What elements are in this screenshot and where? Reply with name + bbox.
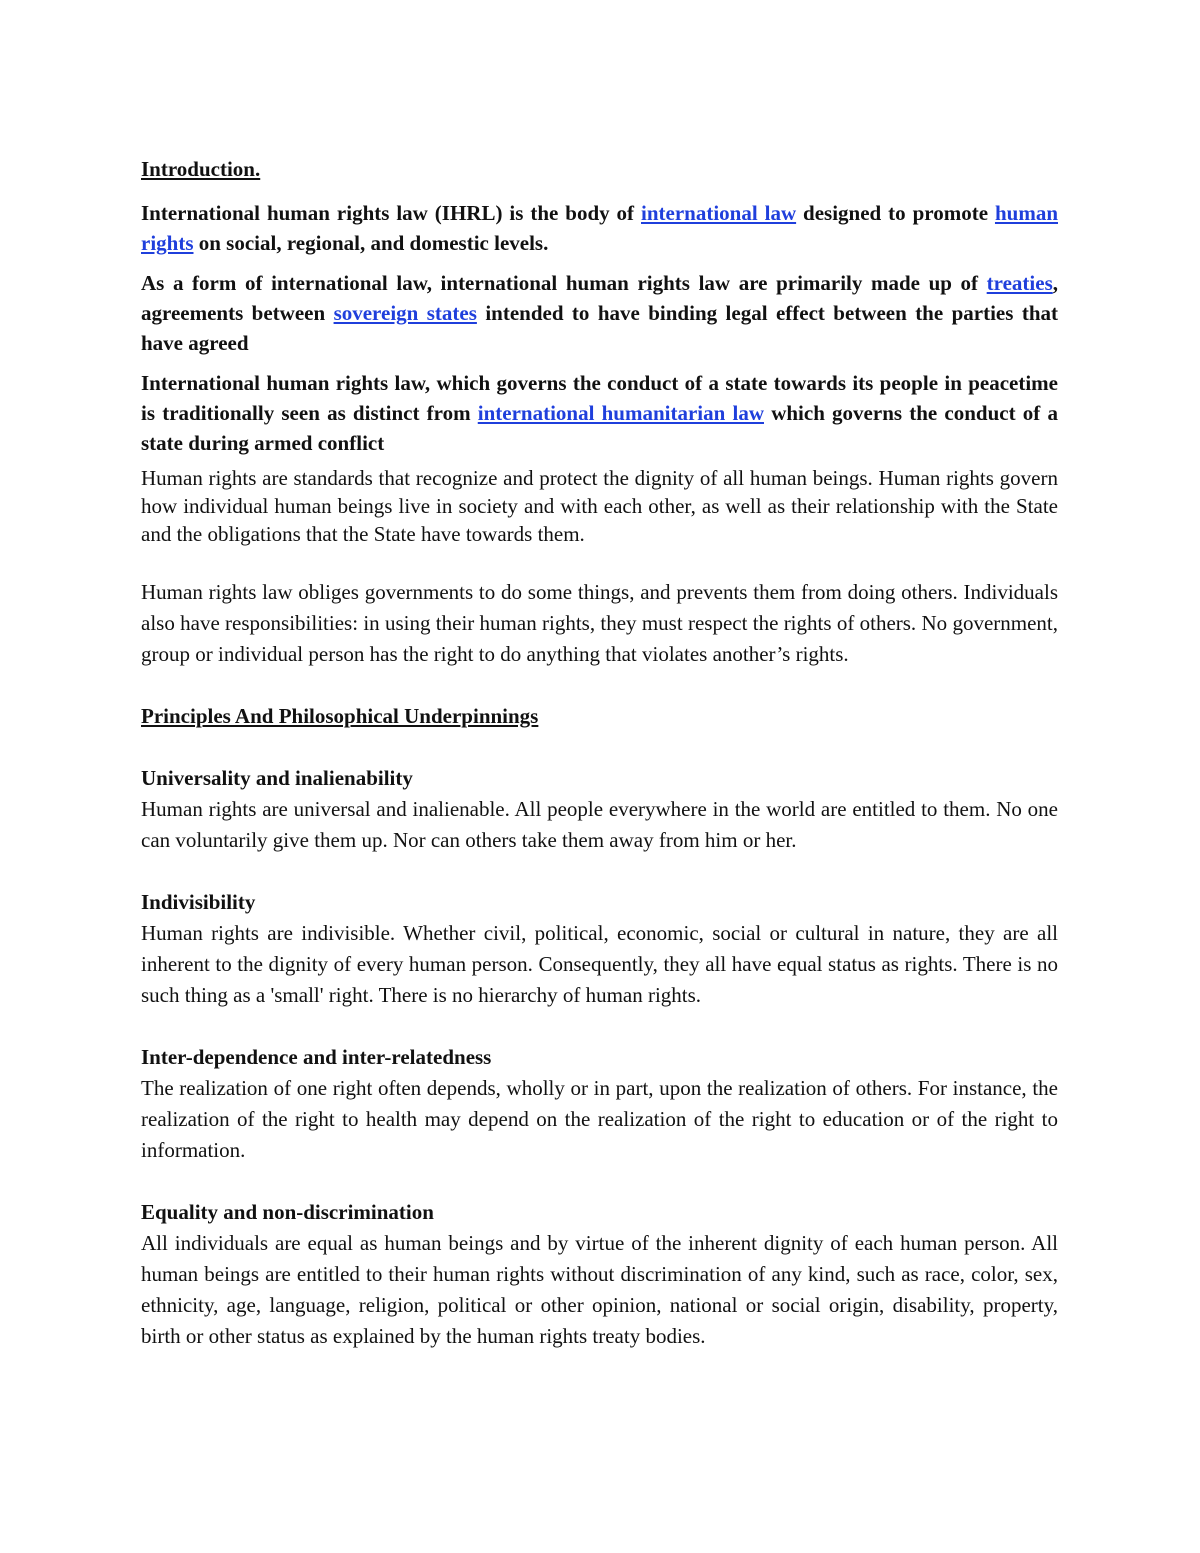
section-body-indivisibility: Human rights are indivisible. Whether civil, political, economic, social or cultural in nature, they are all inherent to the dignity of every human person. Consequently, they all have equal status as rights. There is no such thing as a 'small' right. There is no hierarchy of human rights. bbox=[141, 921, 1058, 1007]
intro-p3-text-1: International human rights law, which governs the conduct of a state towards its people in peacetime is traditionally seen as distinct from bbox=[141, 371, 1058, 425]
spacer bbox=[141, 732, 1058, 763]
link-international-law[interactable]: international law bbox=[641, 201, 797, 225]
intro-p2-text-2: , agreements between bbox=[141, 271, 1058, 325]
spacer bbox=[141, 548, 1058, 577]
intro-p2-text-3: intended to have binding legal effect between the parties that have agreed bbox=[141, 301, 1058, 355]
intro-p2-text-1: As a form of international law, international human rights law are primarily made up of bbox=[141, 271, 987, 295]
link-sovereign-states[interactable]: sovereign states bbox=[333, 301, 477, 325]
section-title-universality: Universality and inalienability bbox=[141, 766, 413, 790]
intro-paragraph-1 bbox=[141, 198, 1058, 258]
principles-heading: Principles And Philosophical Underpinnings bbox=[141, 704, 539, 728]
intro-p3-text-2: which governs the conduct of a state during armed conflict bbox=[141, 401, 1058, 455]
document-body bbox=[141, 154, 1058, 1352]
intro-heading: Introduction. bbox=[141, 157, 261, 181]
link-treaties[interactable]: treaties bbox=[986, 271, 1053, 295]
section-title-indivisibility: Indivisibility bbox=[141, 890, 256, 914]
section-title-equality: Equality and non-discrimination bbox=[141, 1200, 434, 1224]
link-human-rights[interactable]: human rights bbox=[141, 201, 1058, 255]
link-international-humanitarian-law[interactable]: international humanitarian law bbox=[477, 401, 764, 425]
intro-p1-text-1: International human rights law (IHRL) is the body of bbox=[141, 201, 641, 225]
section-body-universality: Human rights are universal and inalienable. All people everywhere in the world are entitled to them. No one can voluntarily give them up. Nor can others take them away from him or her. bbox=[141, 797, 1058, 852]
intro-paragraph-2 bbox=[141, 268, 1058, 358]
section-title-interdependence: Inter-dependence and inter-relatedness bbox=[141, 1045, 492, 1069]
section-body-equality: All individuals are equal as human beings and by virtue of the inherent dignity of each human person. All human beings are entitled to their human rights without discrimination of any kind, such as race, color, sex, ethnicity, age, language, religion, political or other opinion, national or social origin, disability, property, birth or other status as explained by the human rights treaty bodies. bbox=[141, 1231, 1058, 1348]
intro-paragraph-4: Human rights are standards that recognize and protect the dignity of all human beings. Human rights govern how individual human beings live in society and with each other, as well as their relationship with the State and the obligations that the State have towards them. bbox=[141, 466, 1058, 546]
intro-p1-text-2: designed to promote bbox=[796, 201, 995, 225]
section-body-interdependence: The realization of one right often depends, wholly or in part, upon the realization of others. For instance, the realization of the right to health may depend on the realization of the right to education or of the right to information. bbox=[141, 1076, 1058, 1162]
intro-paragraph-5: Human rights law obliges governments to do some things, and prevents them from doing others. Individuals also have responsibilities: in using their human rights, they must respect the rights of others. No government, group or individual person has the right to do anything that violates another’s rights. bbox=[141, 580, 1058, 666]
intro-paragraph-3 bbox=[141, 368, 1058, 458]
spacer bbox=[141, 670, 1058, 701]
spacer bbox=[141, 1011, 1058, 1042]
spacer bbox=[141, 1166, 1058, 1197]
intro-p1-text-3: on social, regional, and domestic levels. bbox=[193, 231, 549, 255]
spacer bbox=[141, 856, 1058, 887]
